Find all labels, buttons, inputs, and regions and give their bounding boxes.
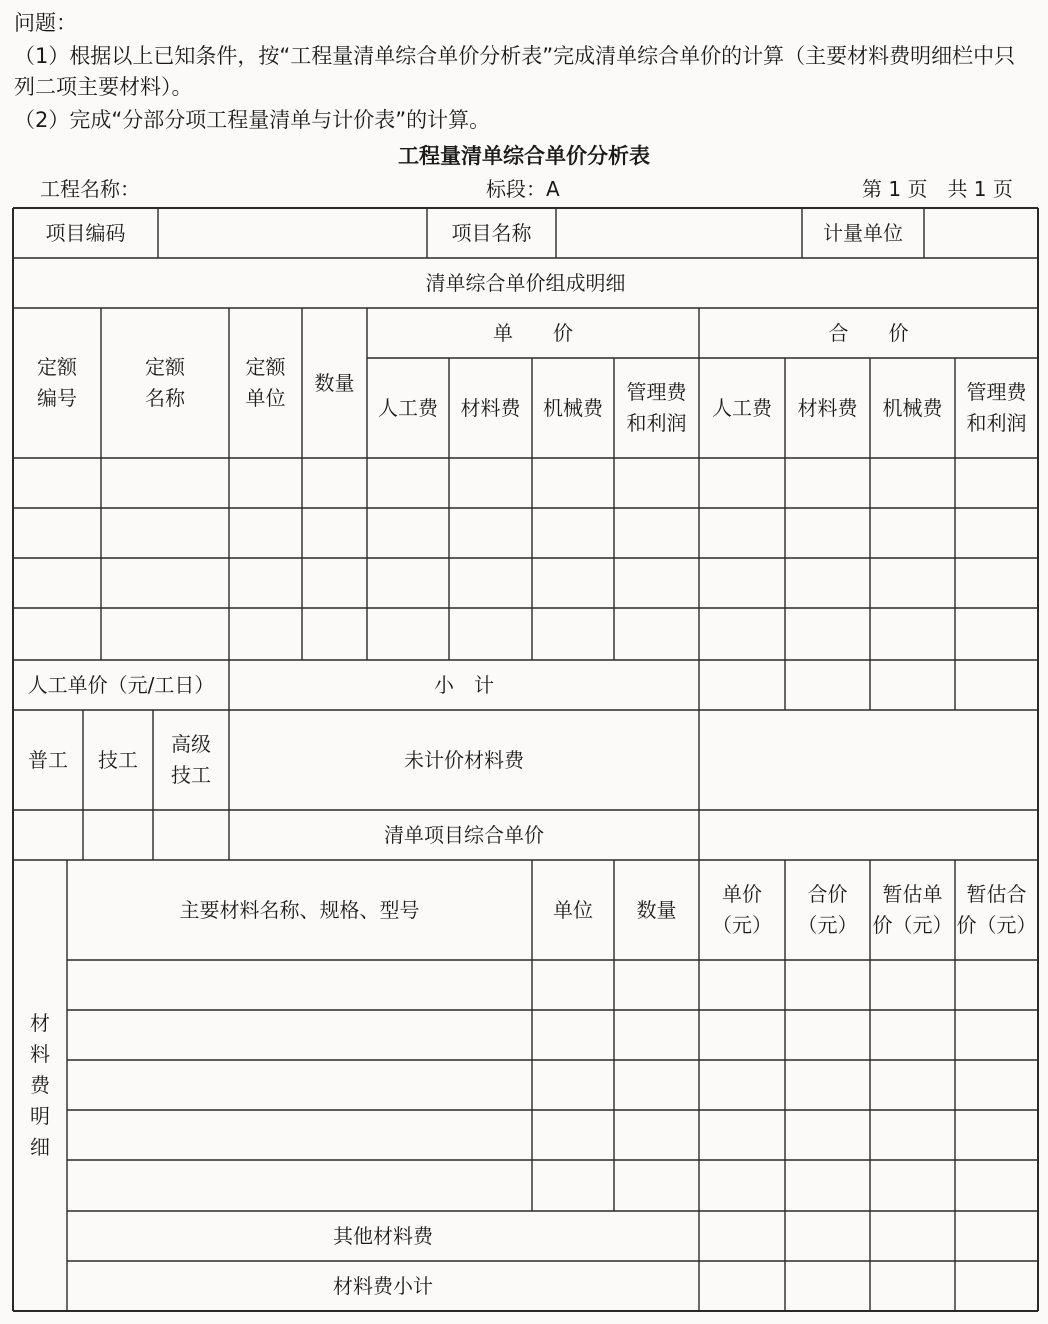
material-quantity-header: 数量	[636, 897, 677, 922]
detail-row-3[interactable]	[13, 558, 1038, 608]
quantity-header: 数量	[314, 370, 355, 395]
item-code-value-cell[interactable]	[158, 208, 427, 258]
material-row-4[interactable]	[67, 1110, 1038, 1160]
unit-mgmt-profit-header: 管理费 和利润	[626, 380, 687, 435]
composite-price-label: 清单项目综合单价	[384, 822, 544, 847]
item-code-label: 项目编码	[45, 220, 126, 245]
question-item-1-line-1: （1）根据以上已知条件，按“工程量清单综合单价分析表”完成清单综合单价的计算（主要材料费明细栏中只	[14, 44, 1016, 68]
senior-worker-label: 高级 技工	[171, 732, 211, 787]
unit-machine-header: 机械费	[543, 395, 603, 420]
quota-unit-header: 定额 单位	[245, 355, 286, 410]
item-name-value-cell[interactable]	[556, 208, 802, 258]
detail-row-1[interactable]	[13, 458, 1038, 508]
detail-row-2[interactable]	[13, 508, 1038, 558]
material-name-spec-header: 主要材料名称、规格、型号	[179, 897, 420, 922]
total-machine-header: 机械费	[882, 395, 943, 420]
material-est-unit-price-header: 暂估单 价（元）	[872, 882, 953, 937]
total-mgmt-profit-header: 管理费 和利润	[966, 380, 1027, 435]
material-est-total-price-header: 暂估合 价（元）	[956, 882, 1037, 937]
unit-value-cell[interactable]	[924, 208, 1038, 258]
quota-code-header: 定额 编号	[37, 355, 77, 410]
subtotal-label: 小 计	[434, 672, 494, 697]
detail-row-4[interactable]	[13, 608, 1038, 660]
material-unit-header: 单位	[553, 897, 593, 922]
quota-name-header: 定额 名称	[145, 355, 185, 410]
labor-rate-label: 人工单价（元/工日）	[27, 672, 215, 697]
material-detail-side-label: 材 料 费 明 细	[30, 1011, 50, 1159]
skilled-worker-label: 技工	[98, 747, 138, 772]
general-worker-label: 普工	[28, 747, 68, 772]
item-name-label: 项目名称	[451, 220, 532, 245]
unit-labor-header: 人工费	[378, 395, 438, 420]
total-price-group-header: 合 价	[828, 320, 909, 345]
question-heading: 问题：	[14, 11, 77, 35]
unit-label: 计量单位	[823, 220, 903, 245]
page-info: 第 1 页 共 1 页	[862, 177, 1013, 201]
table-title: 工程量清单综合单价分析表	[398, 144, 650, 168]
project-name-label: 工程名称：	[40, 177, 140, 201]
material-row-5[interactable]	[67, 1160, 1038, 1211]
section-label: 标段：A	[486, 177, 560, 201]
material-unit-price-header: 单价 （元）	[712, 882, 772, 937]
total-labor-header: 人工费	[712, 395, 772, 420]
material-row-3[interactable]	[67, 1060, 1038, 1110]
material-subtotal-label: 材料费小计	[333, 1273, 433, 1298]
material-row-2[interactable]	[67, 1010, 1038, 1060]
material-row-1[interactable]	[67, 960, 1038, 1010]
total-material-header: 材料费	[797, 395, 858, 420]
unit-price-group-header: 单 价	[493, 320, 573, 345]
material-total-price-header: 合价 （元）	[797, 882, 858, 937]
question-item-1-line-2: 列二项主要材料）。	[14, 75, 193, 99]
other-material-label: 其他材料费	[333, 1223, 433, 1248]
unit-material-header: 材料费	[460, 395, 521, 420]
question-item-2: （2）完成“分部分项工程量清单与计价表”的计算。	[14, 108, 491, 132]
unpriced-material-label: 未计价材料费	[404, 747, 524, 772]
detail-section-title: 清单综合单价组成明细	[425, 270, 626, 295]
